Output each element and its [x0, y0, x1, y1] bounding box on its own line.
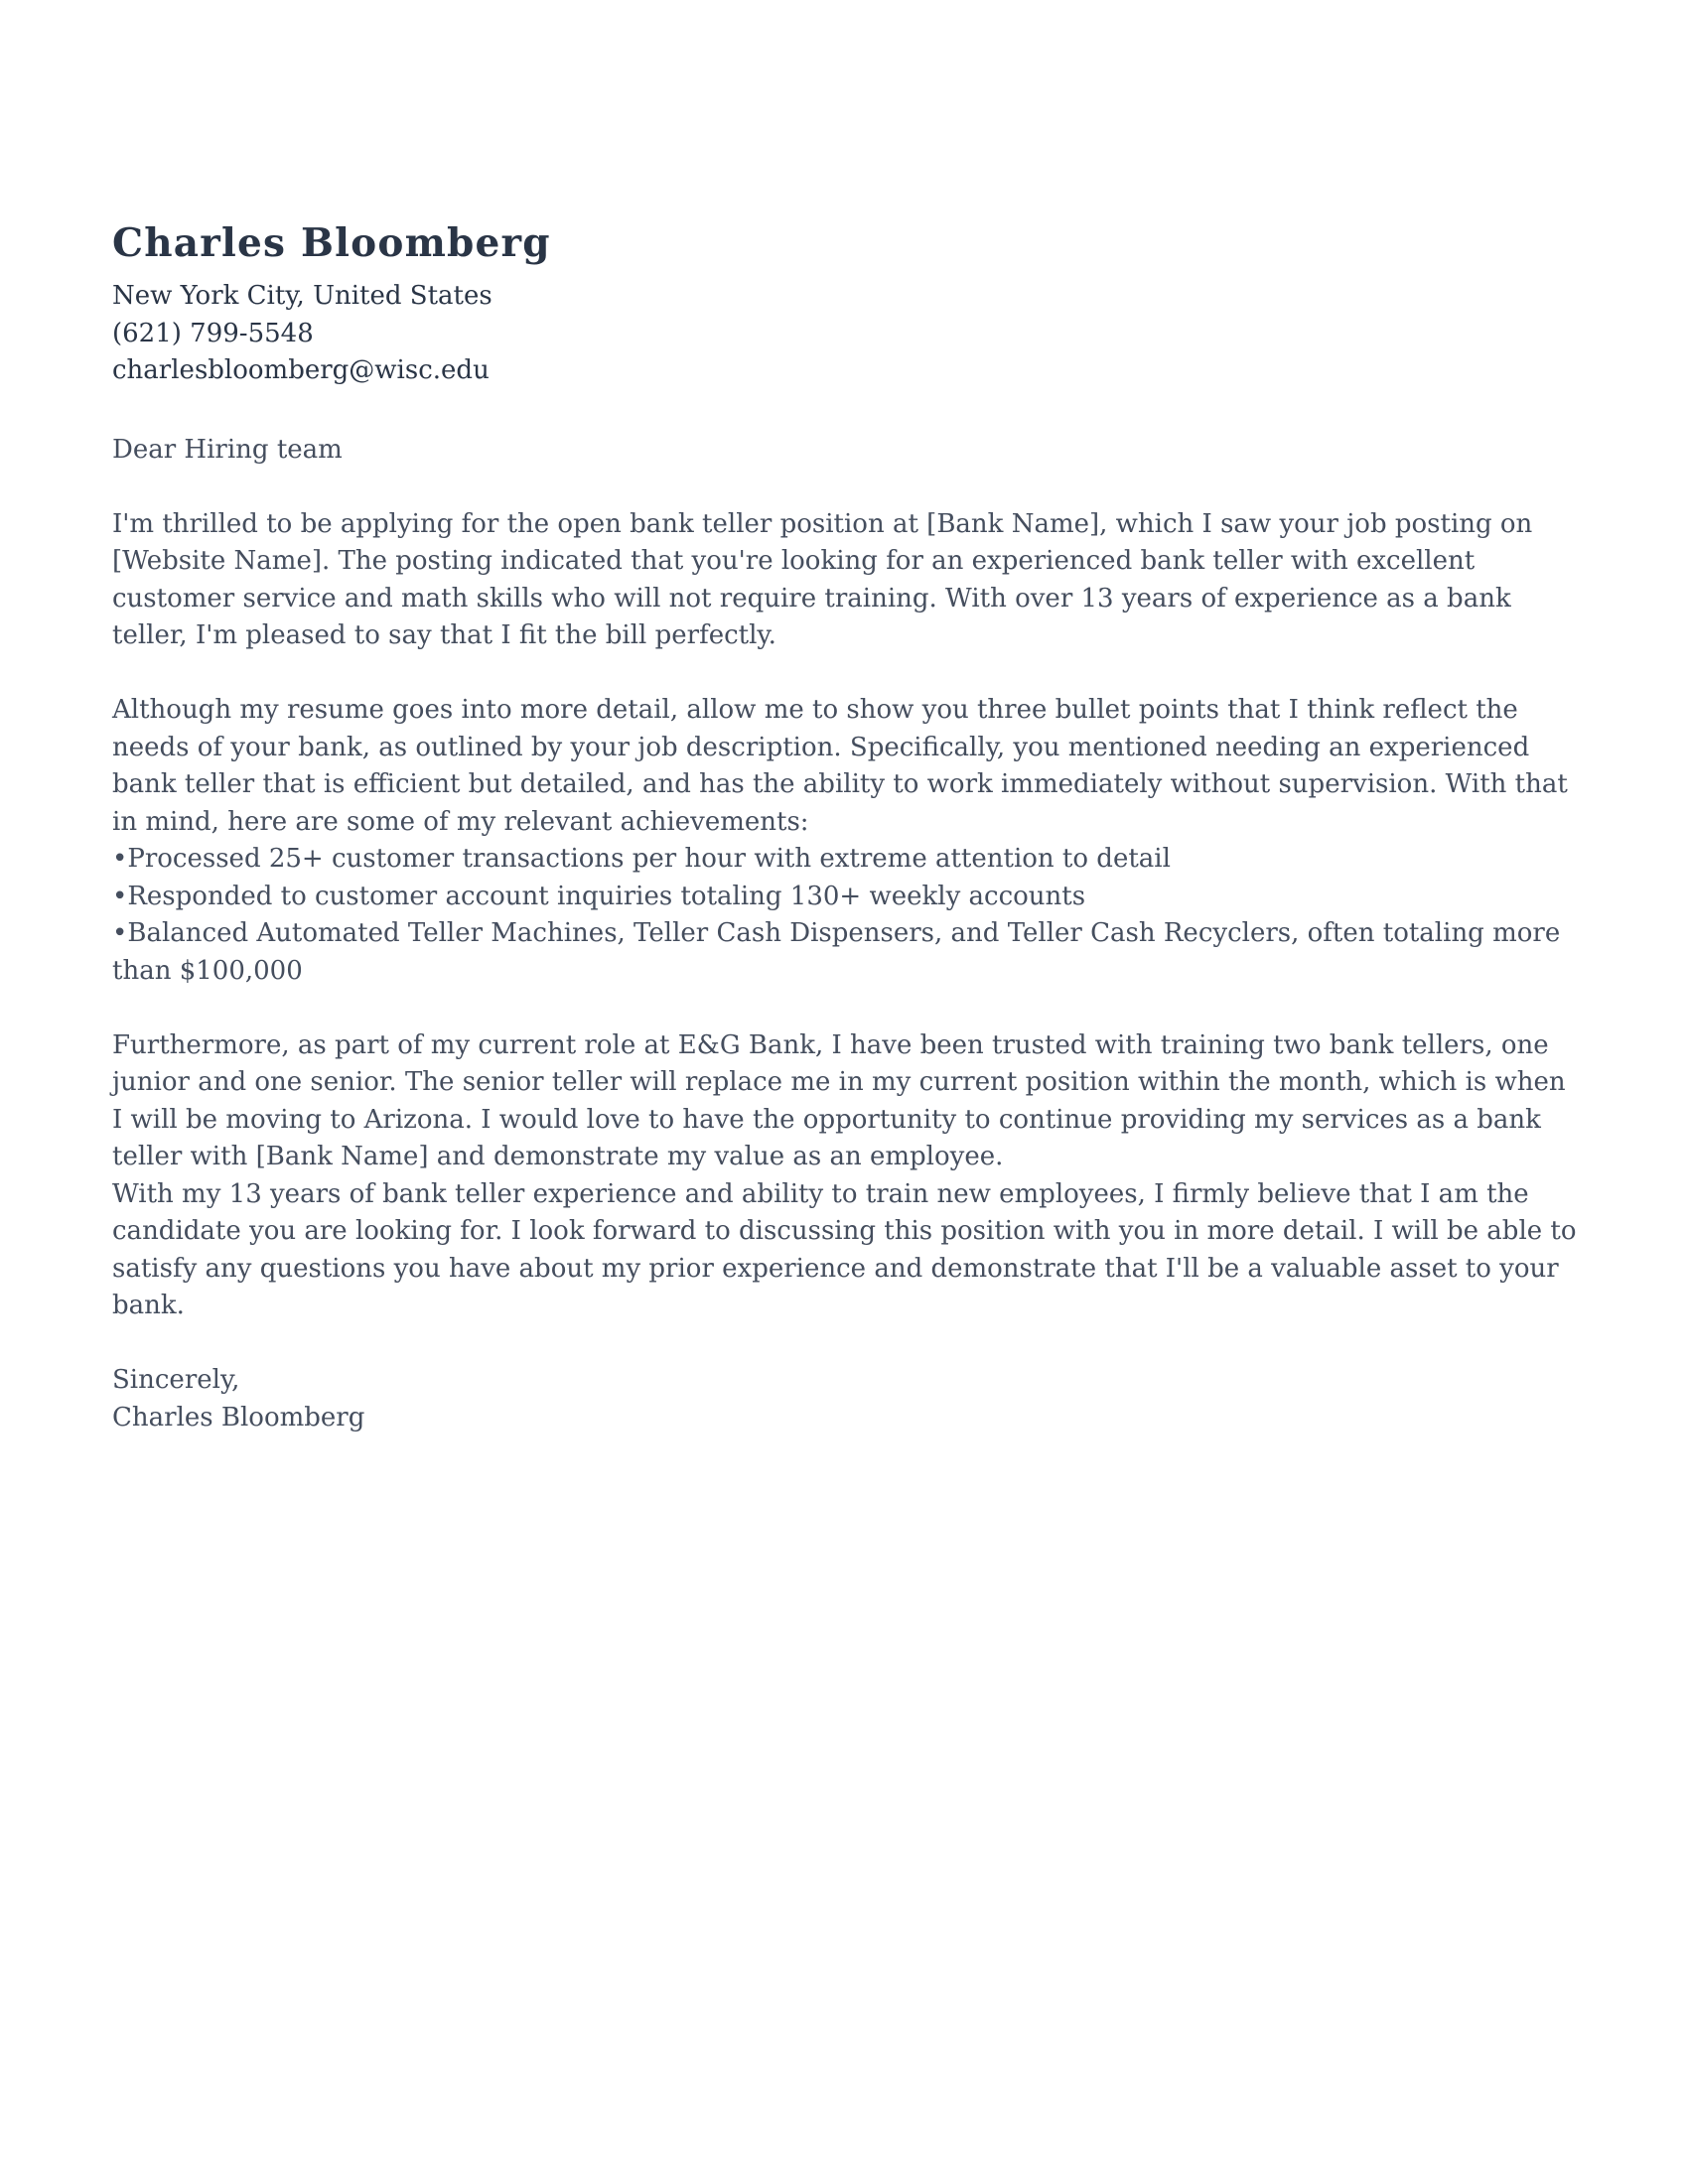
- paragraph-achievements: [112, 692, 1582, 990]
- cover-letter: [112, 216, 1582, 1436]
- closing-block: [112, 1362, 1582, 1436]
- sender-phone: (621) 799-5548: [112, 318, 314, 348]
- paragraph-achievements-text: Although my resume goes into more detail, allow me to show you three bullet points that I think reflect the needs of your bank, as outlined by your job description. Specifically, you mentioned needing an experienced bank teller that is efficient but detailed, and has the ability to work immediately without supervision. With that in mind, here are some of my relevant achievements:: [112, 695, 1568, 837]
- greeting: Dear Hiring team: [112, 434, 343, 465]
- achievement-bullet: • Processed 25+ customer transactions per hour with extreme attention to detail: [112, 841, 1582, 879]
- achievement-bullet: • Balanced Automated Teller Machines, Teller Cash Dispensers, and Teller Cash Recyclers, often totaling more than $100,000: [112, 915, 1582, 990]
- signature-name: Charles Bloomberg: [112, 1402, 365, 1433]
- sender-name: Charles Bloomberg: [112, 220, 551, 266]
- paragraph-conclusion-text: With my 13 years of bank teller experience and ability to train new employees, I firmly believe that I am the candidate you are looking for. I look forward to discussing this position with you in more detail. I will be able to satisfy any questions you have about my prior experience and demonstrate that I'll be a valuable asset to your bank.: [112, 1178, 1577, 1320]
- paragraph-intro-text: I'm thrilled to be applying for the open bank teller position at [Bank Name], which I saw your job posting on [Website Name]. The posting indicated that you're looking for an experienced bank teller with excellent customer service and math skills who will not require training. With over 13 years of experience as a bank teller, I'm pleased to say that I fit the bill perfectly.: [112, 508, 1533, 650]
- sender-email: charlesbloomberg@wisc.edu: [112, 355, 490, 385]
- signoff: Sincerely,: [112, 1365, 240, 1395]
- paragraph-current-role: [112, 1027, 1582, 1325]
- sender-location: New York City, United States: [112, 281, 492, 311]
- achievement-bullet: • Responded to customer account inquiries totaling 130+ weekly accounts: [112, 879, 1582, 916]
- contact-block: [112, 278, 1582, 390]
- paragraph-current-role-text: Furthermore, as part of my current role at E&G Bank, I have been trusted with training two bank tellers, one junior and one senior. The senior teller will replace me in my current position within the month, which is when I will be moving to Arizona. I would love to have the opportunity to continue providing my services as a bank teller with [Bank Name] and demonstrate my value as an employee.: [112, 1029, 1566, 1171]
- paragraph-intro: [112, 506, 1582, 655]
